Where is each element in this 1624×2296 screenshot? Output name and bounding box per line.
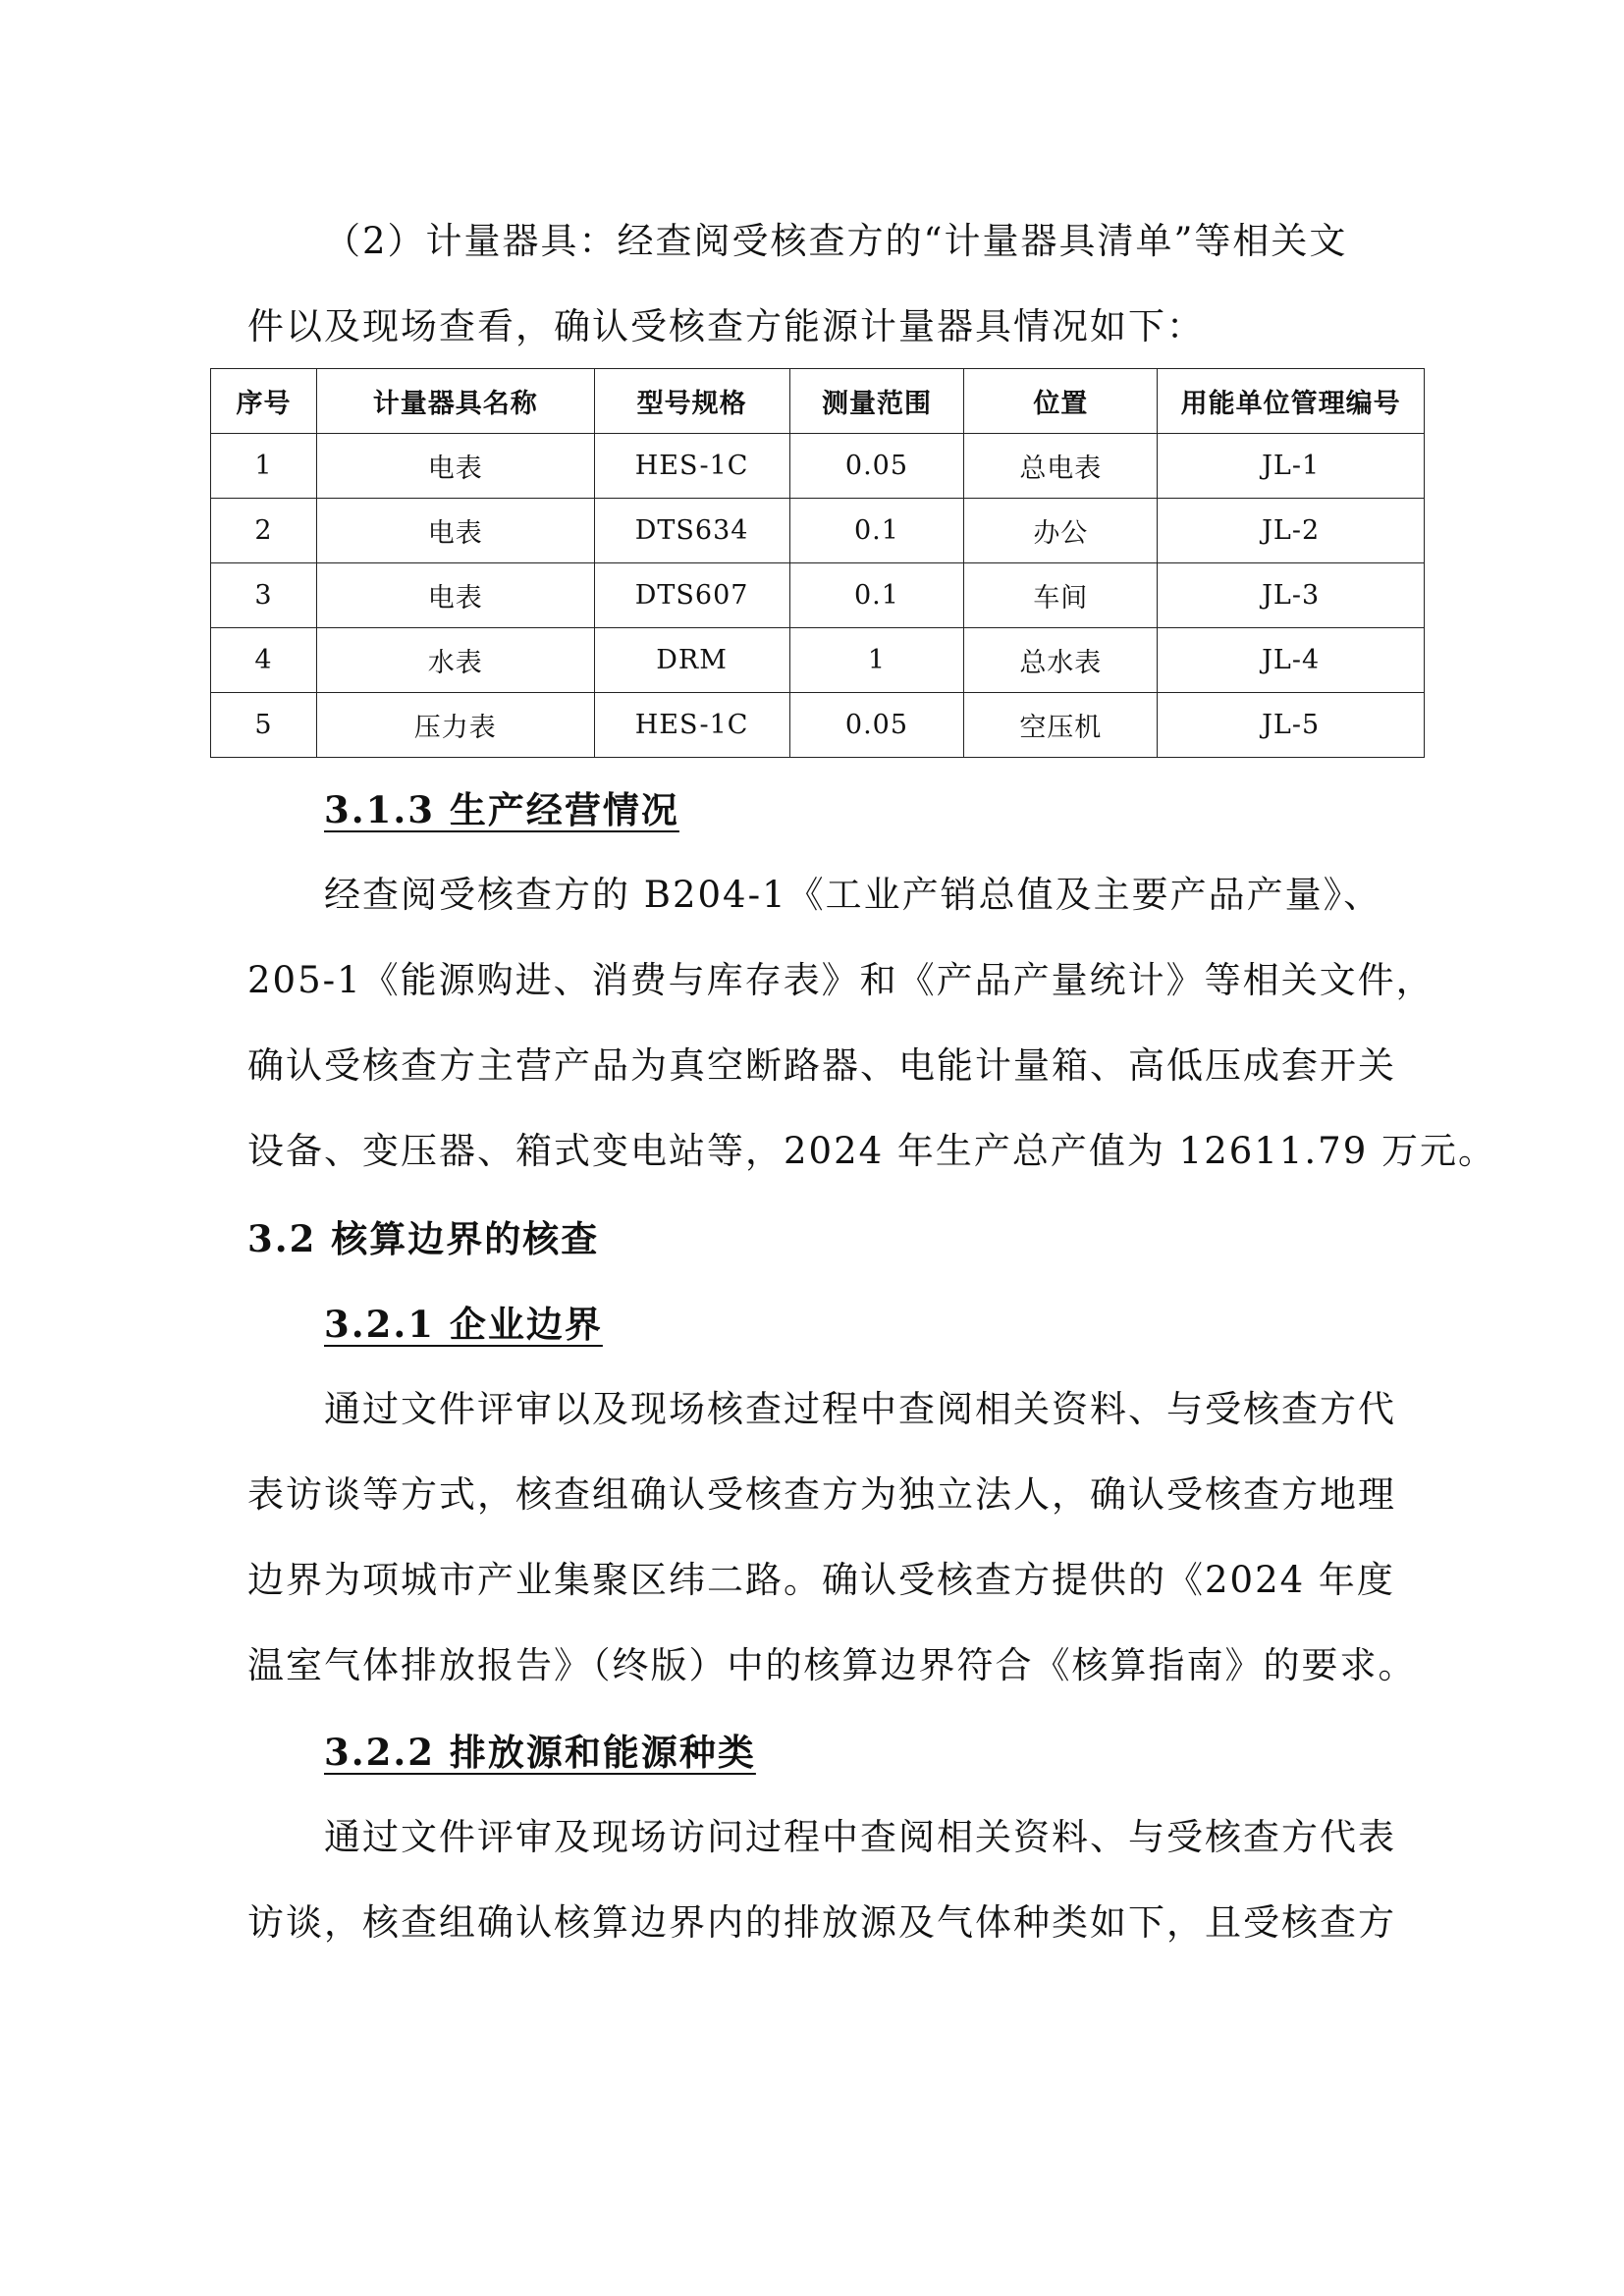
paragraph-line: 温室气体排放报告》（终版）中的核算边界符合《核算指南》的要求。 [247,1644,1417,1686]
paragraph-line: 件以及现场查看，确认受核查方能源计量器具情况如下： [247,305,1205,347]
meter-table [210,368,1425,758]
section-heading-text: 3.2 核算边界的核查 [247,1217,600,1260]
table-row [211,563,1425,628]
cell-meter-name: 电表 [316,563,594,628]
meter-intro-paragraph [247,198,1386,369]
cell-range: 0.1 [789,563,964,628]
cell-management-id: JL-5 [1158,693,1425,758]
section-heading-text: 3.2.1 企业边界 [324,1303,603,1346]
header-location: 位置 [964,369,1158,434]
paragraph-line: （2）计量器具：经查阅受核查方的“计量器具清单”等相关文 [324,220,1348,262]
section-heading-text: 3.1.3 生产经营情况 [324,788,679,831]
cell-model: HES-1C [594,434,789,499]
paragraph-line: 边界为项城市产业集聚区纬二路。确认受核查方提供的《2024 年度 [247,1559,1395,1601]
table-header-row [211,369,1425,434]
cell-index: 1 [211,434,317,499]
cell-location: 总水表 [964,628,1158,693]
table-row [211,693,1425,758]
emission-sources-paragraph [247,1794,1396,1965]
paragraph-line: 表访谈等方式，核查组确认受核查方为独立法人，确认受核查方地理 [247,1473,1396,1516]
cell-location: 办公 [964,499,1158,563]
cell-index: 5 [211,693,317,758]
section-heading-text: 3.2.2 排放源和能源种类 [324,1731,756,1774]
cell-management-id: JL-4 [1158,628,1425,693]
section-heading-3-2 [247,1214,599,1263]
cell-meter-name: 压力表 [316,693,594,758]
header-management-id: 用能单位管理编号 [1158,369,1425,434]
cell-meter-name: 电表 [316,499,594,563]
cell-model: HES-1C [594,693,789,758]
paragraph-line: 设备、变压器、箱式变电站等，2024 年生产总产值为 12611.79 万元。 [247,1130,1496,1172]
table-row [211,434,1425,499]
table-row [211,628,1425,693]
cell-range: 0.1 [789,499,964,563]
paragraph-line: 通过文件评审以及现场核查过程中查阅相关资料、与受核查方代 [324,1388,1396,1430]
paragraph-line: 通过文件评审及现场访问过程中查阅相关资料、与受核查方代表 [324,1816,1396,1858]
section-heading-3-2-1 [324,1300,603,1349]
cell-location: 车间 [964,563,1158,628]
cell-range: 0.05 [789,434,964,499]
paragraph-line: 确认受核查方主营产品为真空断路器、电能计量箱、高低压成套开关 [247,1044,1396,1087]
cell-range: 0.05 [789,693,964,758]
cell-range: 1 [789,628,964,693]
header-model: 型号规格 [594,369,789,434]
section-heading-3-2-2 [324,1728,756,1777]
cell-meter-name: 电表 [316,434,594,499]
cell-meter-name: 水表 [316,628,594,693]
cell-index: 4 [211,628,317,693]
cell-model: DTS634 [594,499,789,563]
header-meter-name: 计量器具名称 [316,369,594,434]
cell-management-id: JL-2 [1158,499,1425,563]
paragraph-line: 经查阅受核查方的 B204-1《工业产销总值及主要产品产量》、 [324,874,1382,916]
production-paragraph [247,852,1496,1194]
paragraph-line: 205-1《能源购进、消费与库存表》和《产品产量统计》等相关文件， [247,959,1435,1001]
header-range: 测量范围 [789,369,964,434]
header-index: 序号 [211,369,317,434]
section-heading-3-1-3 [324,785,679,834]
boundary-paragraph [247,1366,1417,1708]
cell-location: 总电表 [964,434,1158,499]
cell-index: 2 [211,499,317,563]
table-row [211,499,1425,563]
cell-model: DRM [594,628,789,693]
paragraph-line: 访谈，核查组确认核算边界内的排放源及气体种类如下，且受核查方 [247,1901,1396,1944]
cell-management-id: JL-1 [1158,434,1425,499]
cell-management-id: JL-3 [1158,563,1425,628]
cell-model: DTS607 [594,563,789,628]
cell-location: 空压机 [964,693,1158,758]
cell-index: 3 [211,563,317,628]
